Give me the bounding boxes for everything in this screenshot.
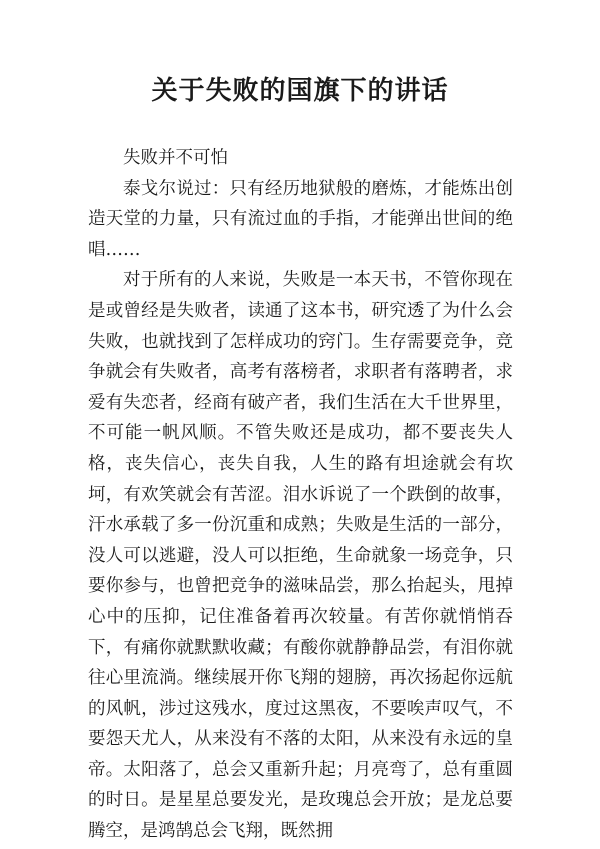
document-title: 关于失败的国旗下的讲话 bbox=[151, 76, 449, 106]
paragraph-main: 对于所有的人来说，失败是一本天书，不管你现在是或曾经是失败者，读通了这本书，研究透了为什么会失败，也就找到了怎样成功的窍门。生存需要竞争，竞争就会有失败者，高考有落榜者，求职者有落聘者，求爱有失恋者，经商有破产者，我们生活在大千世界里，不可能一帆风顺。不管失败还是成功，都不要丧失人格，丧失信心，丧失自我，人生的路有坦途就会有坎坷，有欢笑就会有苦涩。泪水诉说了一个跌倒的故事，汗水承载了多一份沉重和成熟；失败是生活的一部分，没人可以逃避，没人可以拒绝，生命就象一场竞争，只要你参与，也曾把竞争的滋味品尝，那么抬起头，甩掉心中的压抑，记住准备着再次较量。有苦你就悄悄吞下，有痛你就默默收藏；有酸你就静静品尝，有泪你就往心里流淌。继续展开你飞翔的翅膀，再次扬起你远航的风帆，涉过这残水，度过这黑夜，不要唉声叹气，不要怨天尤人，从来没有不落的太阳，从来没有永远的皇帝。太阳落了，总会又重新升起；月亮弯了，总有重圆的时日。是星星总要发光，是玫瑰总会开放；是龙总要腾空，是鸿鹄总会飞翔，既然拥 bbox=[88, 270, 513, 842]
section-heading: 失败并不可怕 bbox=[123, 148, 228, 168]
paragraph-quote: 泰戈尔说过：只有经历地狱般的磨炼，才能炼出创造天堂的力量，只有流过血的手指，才能弹出世间的绝唱…… bbox=[88, 178, 513, 260]
document-body bbox=[88, 143, 513, 847]
